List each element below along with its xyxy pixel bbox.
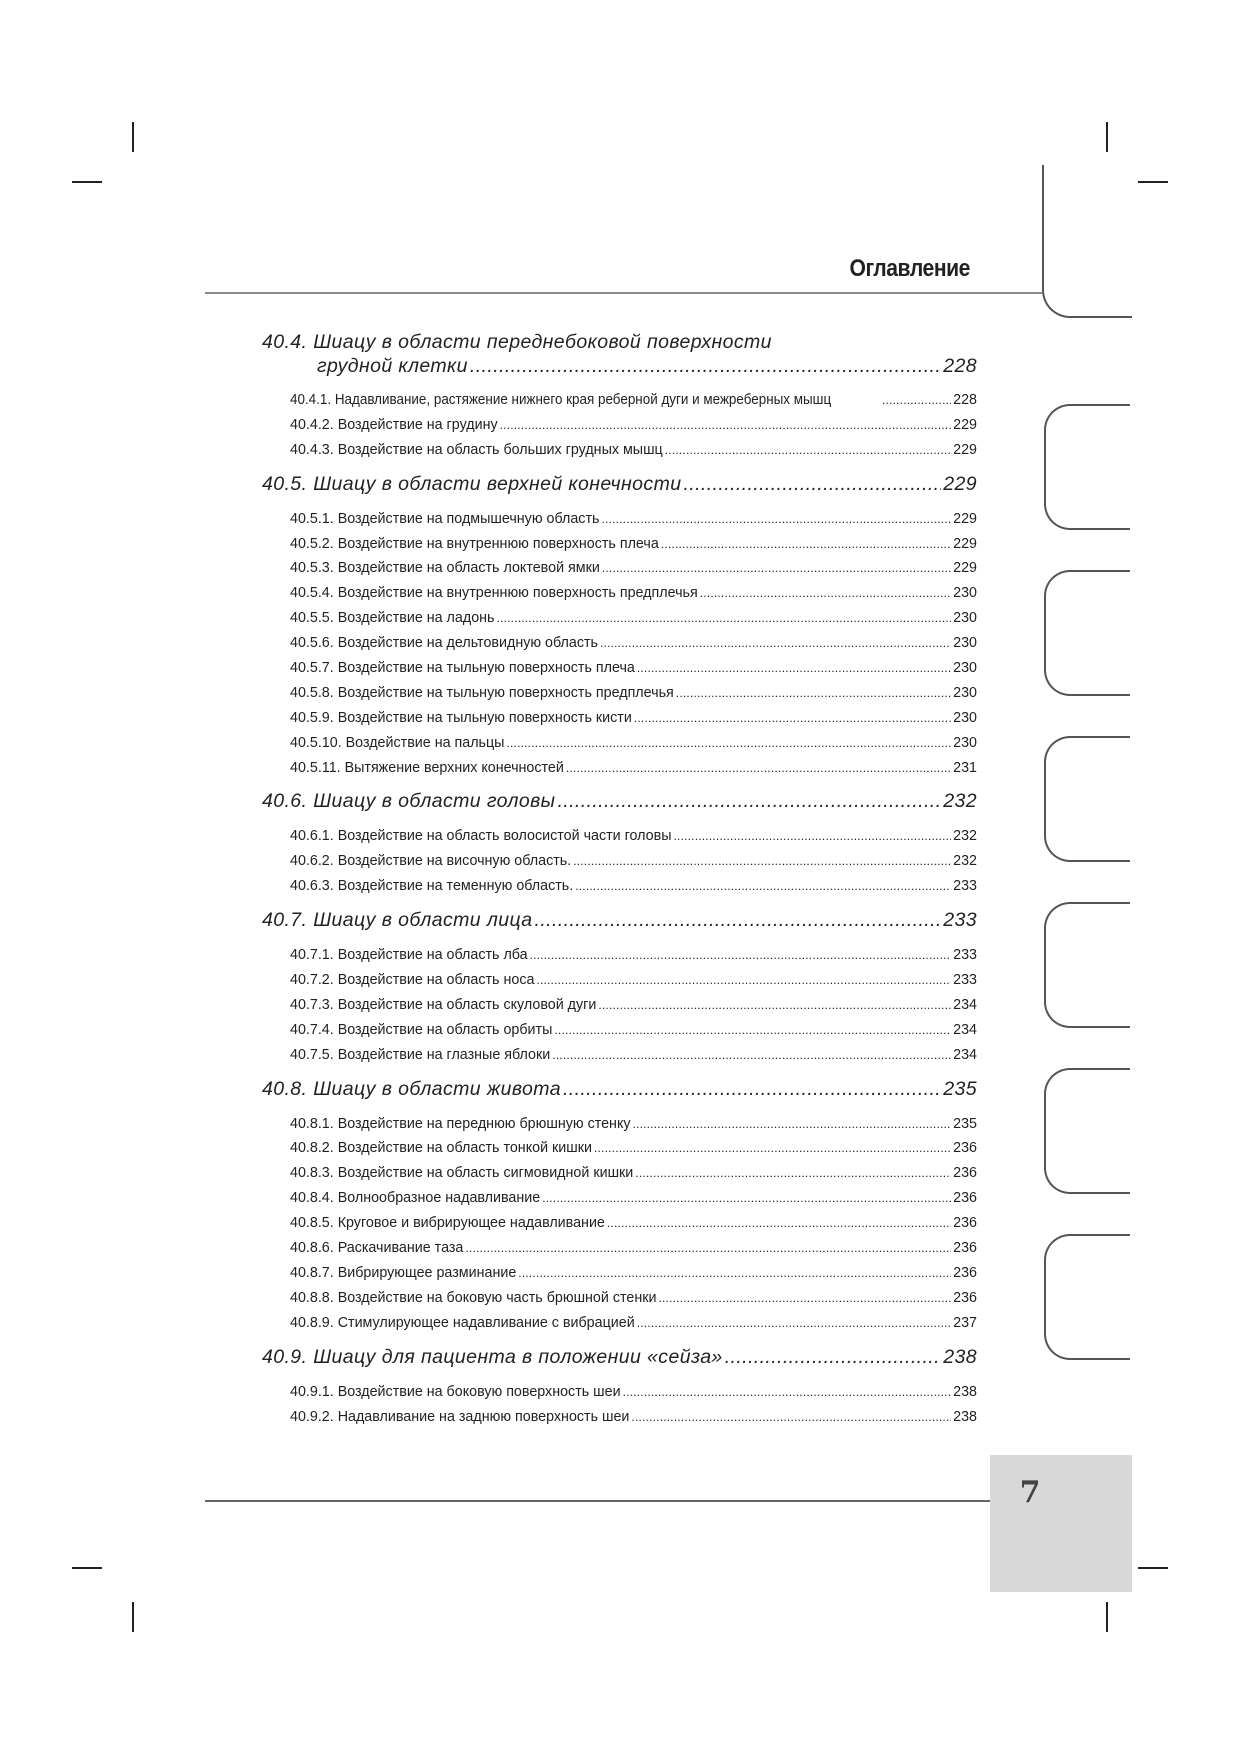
entry-page: 230 [953, 585, 977, 602]
entry-label: 40.6.1. Воздействие на область волосистой части головы [290, 828, 672, 845]
section-page: 235 [943, 1077, 977, 1100]
side-tab [1044, 1234, 1130, 1360]
entry-label: 40.8.3. Воздействие на область сигмовидной кишки [290, 1165, 634, 1182]
entry-page: 237 [953, 1314, 977, 1331]
entry-page: 236 [953, 1190, 977, 1207]
dot-leader [542, 1186, 951, 1211]
dot-leader [552, 1043, 951, 1068]
entry-page: 229 [953, 560, 977, 577]
entry-label: 40.9.2. Надавливание на заднюю поверхность шеи [290, 1408, 630, 1425]
dot-leader [557, 788, 941, 814]
toc-entry [290, 1186, 977, 1211]
section-page: 232 [943, 790, 977, 813]
entry-list [262, 943, 977, 1067]
dot-leader [575, 874, 951, 899]
toc-entry [290, 556, 977, 581]
toc-entry [290, 507, 977, 532]
crop-mark [132, 122, 134, 152]
dot-leader [637, 1311, 951, 1336]
entry-page: 230 [953, 734, 977, 751]
entry-page: 232 [953, 853, 977, 870]
toc-section [262, 1344, 977, 1430]
section-title: 40.7. Шиацу в области лица [262, 909, 533, 932]
entry-page: 230 [953, 709, 977, 726]
toc-entry [290, 756, 977, 781]
entry-label: 40.8.7. Вибрирующее разминание [290, 1264, 517, 1281]
crop-mark [1138, 1567, 1168, 1569]
toc-entry [290, 388, 977, 413]
toc-entry [290, 706, 977, 731]
dot-leader [607, 1211, 951, 1236]
section-page: 228 [943, 355, 977, 377]
entry-page: 229 [953, 535, 977, 552]
crop-mark [132, 1602, 134, 1632]
toc-entry [290, 532, 977, 557]
dot-leader [602, 556, 951, 581]
side-tab [1044, 736, 1130, 862]
section-heading [262, 1076, 977, 1102]
dot-leader [530, 943, 952, 968]
toc-entry [290, 968, 977, 993]
entry-page: 230 [953, 610, 977, 627]
entry-page: 230 [953, 660, 977, 677]
entry-label: 40.8.6. Раскачивание таза [290, 1240, 464, 1257]
entry-page: 229 [953, 441, 977, 458]
crop-mark [1138, 181, 1168, 183]
section-title-cont: грудной клетки [317, 355, 468, 377]
entry-page: 229 [953, 510, 977, 527]
entry-label: 40.7.2. Воздействие на область носа [290, 972, 535, 989]
entry-page: 234 [953, 1046, 977, 1063]
entry-label: 40.5.3. Воздействие на область локтевой ямки [290, 560, 600, 577]
entry-page: 233 [953, 947, 977, 964]
toc-entry [290, 874, 977, 899]
dot-leader [658, 1286, 951, 1311]
crop-mark [1106, 122, 1108, 152]
dot-leader [725, 1344, 942, 1370]
entry-page: 234 [953, 1021, 977, 1038]
entry-label: 40.7.4. Воздействие на область орбиты [290, 1021, 553, 1038]
entry-page: 236 [953, 1165, 977, 1182]
entry-label: 40.8.8. Воздействие на боковую часть брюшной стенки [290, 1289, 657, 1306]
section-heading [262, 471, 977, 497]
entry-label: 40.7.5. Воздействие на глазные яблоки [290, 1046, 551, 1063]
dot-leader [601, 507, 951, 532]
table-of-contents [262, 330, 977, 1433]
toc-section [262, 1076, 977, 1336]
toc-entry [290, 1043, 977, 1068]
entry-label: 40.8.9. Стимулирующее надавливание с вибрацией [290, 1314, 635, 1331]
toc-entry [290, 413, 977, 438]
dot-leader [563, 1076, 941, 1102]
entry-label: 40.5.1. Воздействие на подмышечную область [290, 510, 600, 527]
entry-page: 231 [953, 759, 977, 776]
toc-entry [290, 681, 977, 706]
dot-leader [637, 656, 951, 681]
entry-label: 40.8.4. Волнообразное надавливание [290, 1190, 541, 1207]
dot-leader [676, 681, 951, 706]
toc-section [262, 471, 977, 781]
dot-leader [683, 471, 941, 497]
dot-leader [882, 388, 951, 413]
entry-list [262, 1380, 977, 1430]
entry-label: 40.5.7. Воздействие на тыльную поверхность плеча [290, 660, 635, 677]
section-title-line2 [262, 354, 977, 378]
dot-leader [661, 532, 951, 557]
toc-entry [290, 849, 977, 874]
header-bracket [1042, 165, 1132, 318]
crop-mark [72, 181, 102, 183]
toc-entry [290, 731, 977, 756]
entry-page: 236 [953, 1240, 977, 1257]
entry-label: 40.5.6. Воздействие на дельтовидную область [290, 635, 598, 652]
dot-leader [674, 824, 952, 849]
toc-entry [290, 1161, 977, 1186]
page-number: 7 [1019, 1475, 1041, 1510]
entry-label: 40.6.2. Воздействие на височную область. [290, 853, 572, 870]
entry-label: 40.5.5. Воздействие на ладонь [290, 610, 495, 627]
dot-leader [470, 354, 941, 378]
entry-list [262, 507, 977, 781]
toc-entry [290, 1286, 977, 1311]
dot-leader [600, 631, 951, 656]
section-page: 238 [943, 1345, 977, 1368]
dot-leader [506, 731, 951, 756]
toc-entry [290, 1261, 977, 1286]
entry-page: 235 [953, 1115, 977, 1132]
dot-leader [634, 706, 951, 731]
dot-leader [633, 1112, 952, 1137]
dot-leader [631, 1405, 951, 1430]
entry-label: 40.8.1. Воздействие на переднюю брюшную стенку [290, 1115, 631, 1132]
section-title: 40.6. Шиацу в области головы [262, 790, 556, 813]
dot-leader [700, 581, 951, 606]
entry-list [262, 388, 977, 463]
dot-leader [518, 1261, 951, 1286]
entry-label: 40.8.5. Круговое и вибрирующее надавливание [290, 1215, 605, 1232]
dot-leader [554, 1018, 951, 1043]
entry-label: 40.4.2. Воздействие на грудину [290, 416, 498, 433]
toc-entry [290, 656, 977, 681]
section-heading [262, 907, 977, 933]
entry-label: 40.7.1. Воздействие на область лба [290, 947, 528, 964]
toc-entry [290, 1018, 977, 1043]
entry-list [262, 1112, 977, 1336]
dot-leader [500, 413, 952, 438]
section-title: 40.8. Шиацу в области живота [262, 1077, 561, 1100]
toc-section [262, 788, 977, 899]
entry-page: 236 [953, 1215, 977, 1232]
entry-page: 229 [953, 416, 977, 433]
entry-label: 40.5.8. Воздействие на тыльную поверхность предплечья [290, 684, 674, 701]
dot-leader [535, 907, 942, 933]
side-tab [1044, 404, 1130, 530]
entry-page: 234 [953, 996, 977, 1013]
toc-entry [290, 438, 977, 463]
section-title: 40.5. Шиацу в области верхней конечности [262, 472, 682, 495]
entry-label: 40.6.3. Воздействие на теменную область. [290, 878, 574, 895]
toc-entry [290, 1405, 977, 1430]
toc-entry [290, 1380, 977, 1405]
section-heading [262, 788, 977, 814]
crop-mark [1106, 1602, 1108, 1632]
dot-leader [594, 1136, 951, 1161]
footer-rule [205, 1500, 990, 1502]
header-rule [205, 292, 1042, 294]
entry-page: 238 [953, 1383, 977, 1400]
toc-entry [290, 1112, 977, 1137]
entry-label: 40.5.4. Воздействие на внутреннюю поверхность предплечья [290, 585, 698, 602]
entry-page: 236 [953, 1140, 977, 1157]
toc-entry [290, 606, 977, 631]
dot-leader [536, 968, 951, 993]
entry-page: 236 [953, 1289, 977, 1306]
toc-entry [290, 1211, 977, 1236]
dot-leader [573, 849, 951, 874]
dot-leader [598, 993, 951, 1018]
section-page: 229 [943, 472, 977, 495]
entry-label: 40.4.1. Надавливание, растяжение нижнего края реберной дуги и межреберных мышц [290, 392, 832, 408]
toc-entry [290, 1136, 977, 1161]
entry-label: 40.5.2. Воздействие на внутреннюю поверхность плеча [290, 535, 659, 552]
crop-mark [72, 1567, 102, 1569]
entry-page: 230 [953, 684, 977, 701]
entry-label: 40.7.3. Воздействие на область скуловой дуги [290, 996, 597, 1013]
section-title: 40.4. Шиацу в области переднебоковой поверхности [262, 331, 772, 353]
side-tab [1044, 570, 1130, 696]
toc-section [262, 330, 977, 463]
entry-page: 232 [953, 828, 977, 845]
entry-page: 228 [953, 392, 977, 408]
dot-leader [635, 1161, 951, 1186]
entry-page: 233 [953, 972, 977, 989]
toc-entry [290, 581, 977, 606]
side-tab [1044, 902, 1130, 1028]
toc-entry [290, 1236, 977, 1261]
section-page: 233 [943, 909, 977, 932]
section-heading [262, 1344, 977, 1370]
dot-leader [566, 756, 951, 781]
entry-label: 40.5.11. Вытяжение верхних конечностей [290, 759, 564, 776]
entry-page: 238 [953, 1408, 977, 1425]
dot-leader [623, 1380, 952, 1405]
entry-page: 236 [953, 1264, 977, 1281]
entry-page: 233 [953, 878, 977, 895]
dot-leader [497, 606, 952, 631]
toc-entry [290, 631, 977, 656]
toc-entry [290, 824, 977, 849]
toc-section [262, 907, 977, 1067]
section-title: 40.9. Шиацу для пациента в положении «сейза» [262, 1345, 723, 1368]
dot-leader [465, 1236, 951, 1261]
page-title: Оглавление [849, 255, 970, 282]
entry-list [262, 824, 977, 899]
entry-label: 40.9.1. Воздействие на боковую поверхность шеи [290, 1383, 621, 1400]
entry-label: 40.4.3. Воздействие на область больших грудных мышц [290, 441, 663, 458]
toc-entry [290, 1311, 977, 1336]
entry-page: 230 [953, 635, 977, 652]
dot-leader [665, 438, 951, 463]
toc-entry [290, 943, 977, 968]
entry-label: 40.8.2. Воздействие на область тонкой кишки [290, 1140, 592, 1157]
entry-label: 40.5.9. Воздействие на тыльную поверхность кисти [290, 709, 632, 726]
entry-label: 40.5.10. Воздействие на пальцы [290, 734, 505, 751]
side-tab [1044, 1068, 1130, 1194]
toc-entry [290, 993, 977, 1018]
